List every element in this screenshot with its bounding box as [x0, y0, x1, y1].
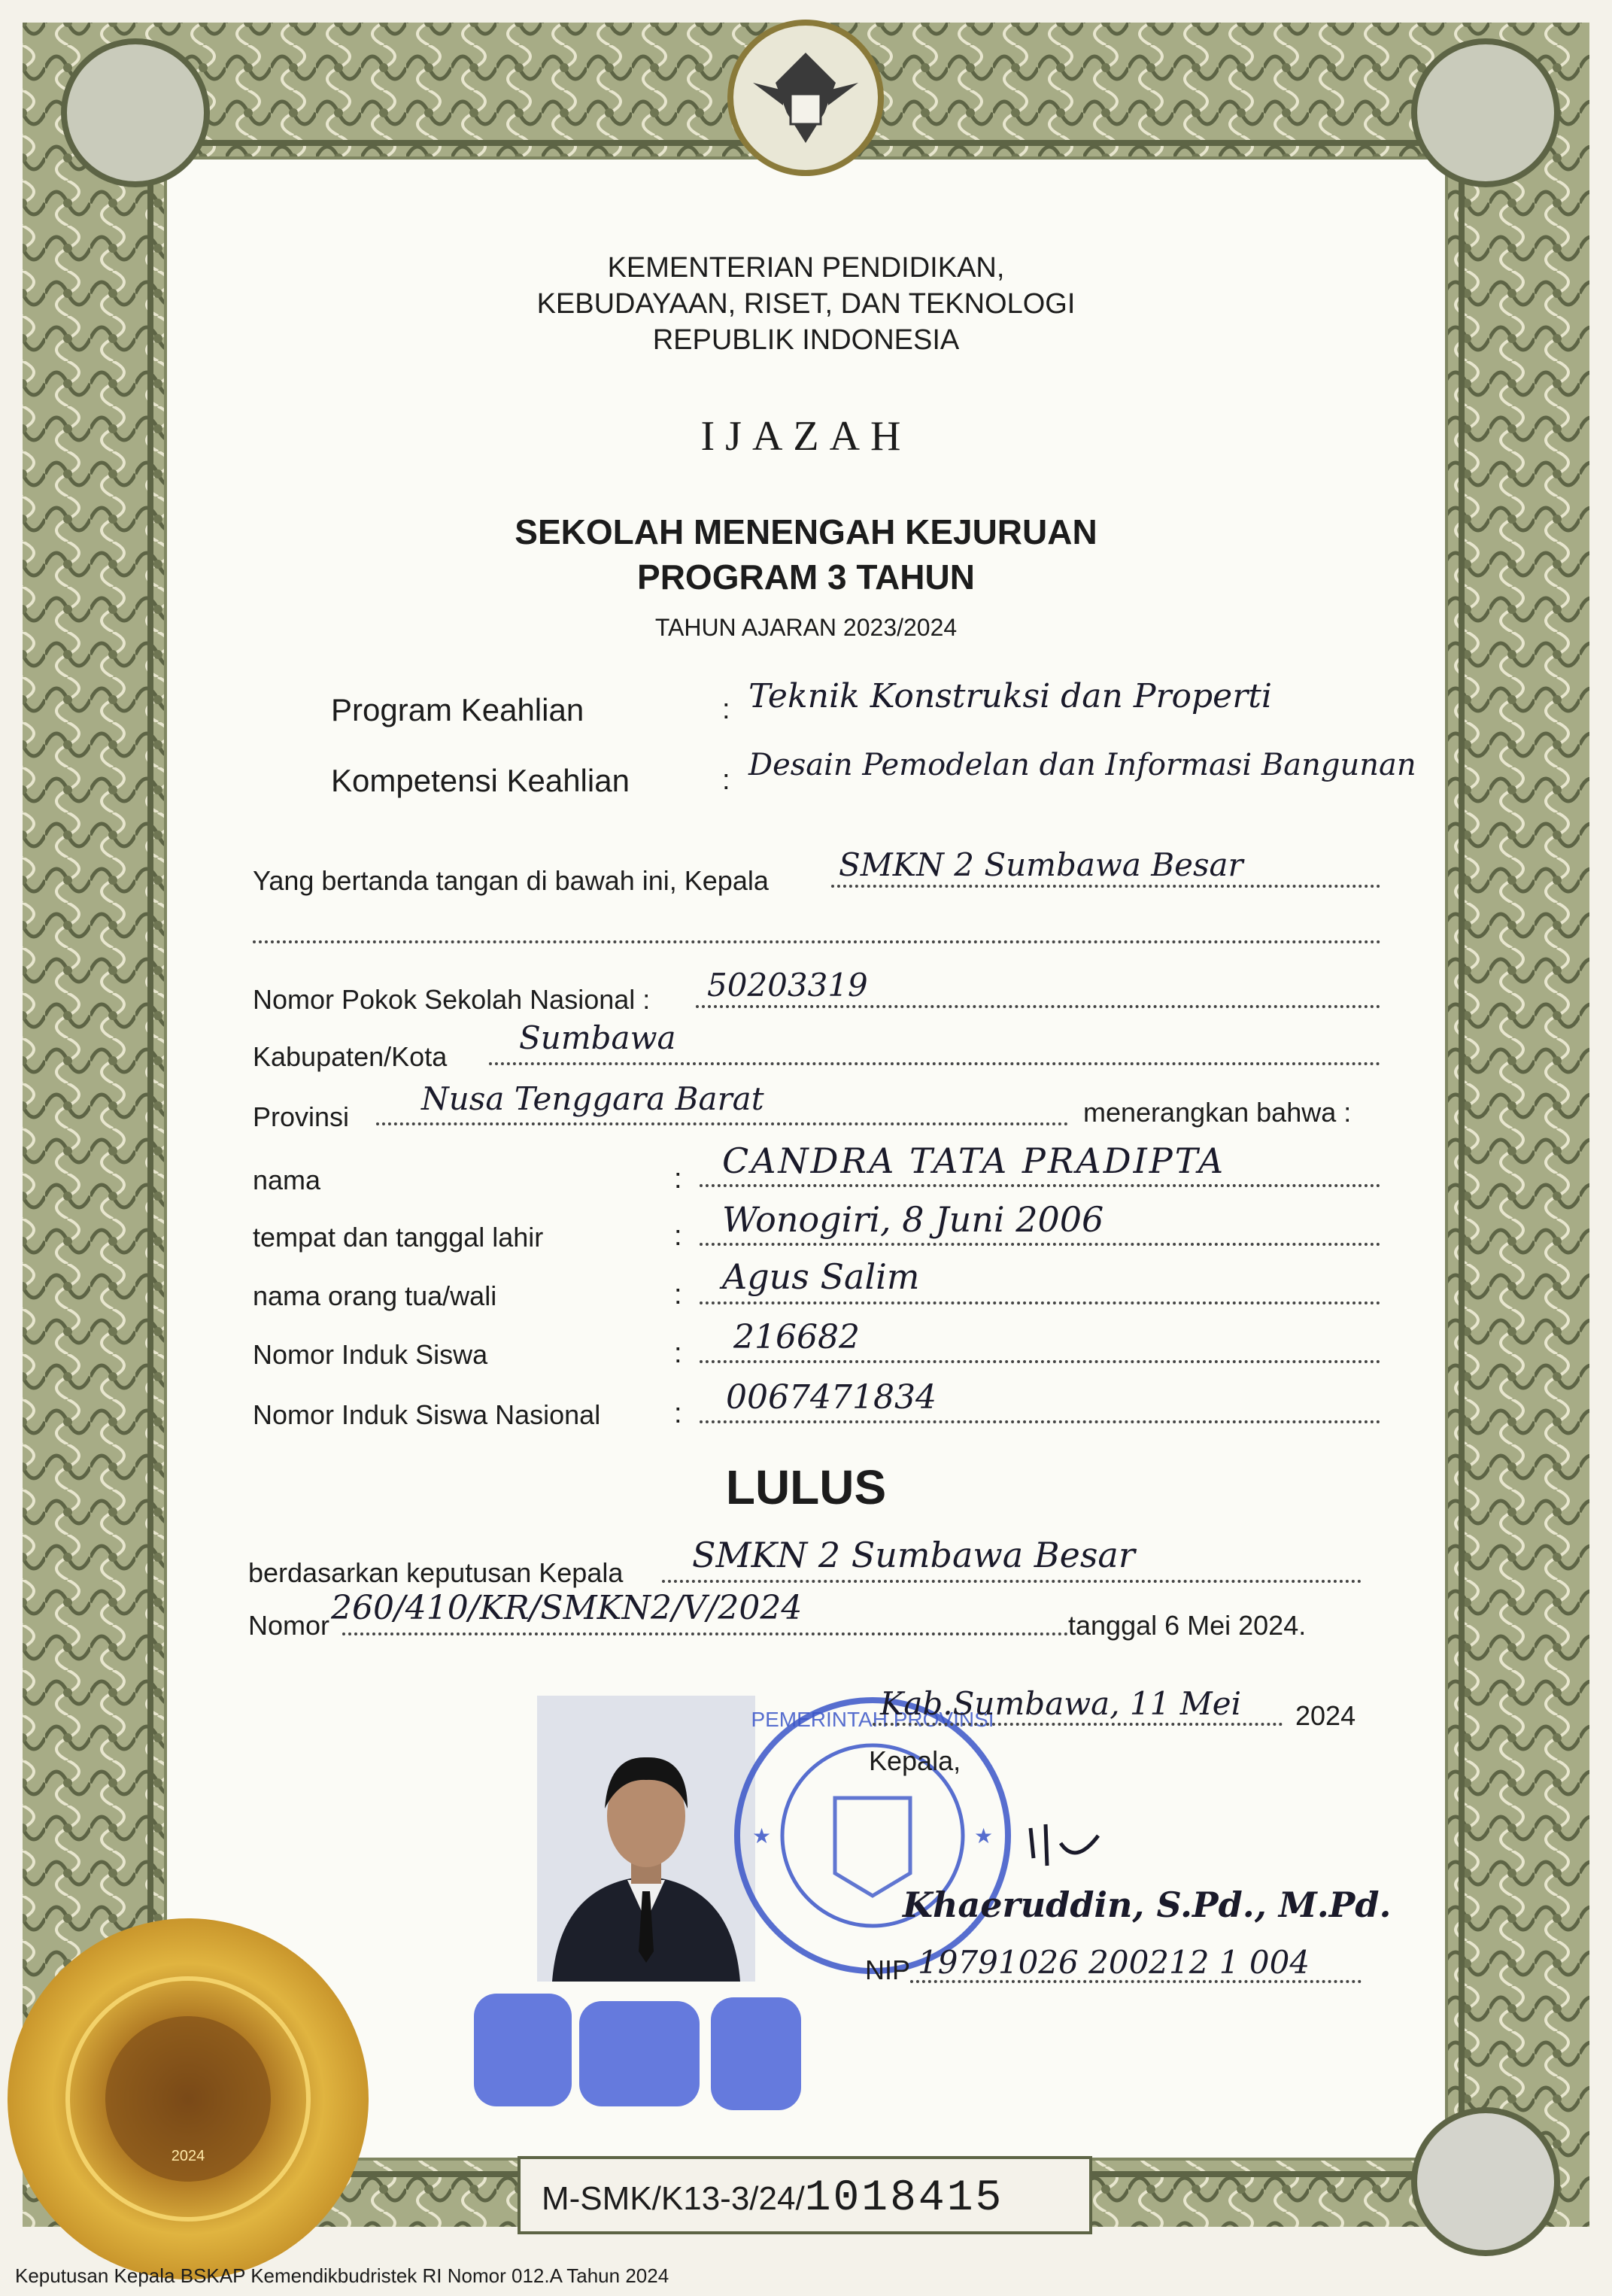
program-keahlian-value: Teknik Konstruksi dan Properti: [748, 677, 1272, 715]
signature: [1023, 1813, 1113, 1881]
provinsi-label: Provinsi: [253, 1101, 350, 1132]
svg-text:PEMERINTAH PROVINSI: PEMERINTAH PROVINSI: [751, 1708, 994, 1731]
dotted-line: [700, 1243, 1380, 1246]
colon: :: [674, 1398, 682, 1429]
svg-text:★: ★: [974, 1824, 994, 1848]
ministry-line-2: KEBUDAYAAN, RISET, DAN TEKNOLOGI: [536, 288, 1076, 320]
serial-number: [542, 2174, 1003, 2223]
dotted-line: [376, 1122, 1068, 1125]
birth-label: tempat dan tanggal lahir: [253, 1222, 544, 1253]
nomor-value: 260/410/KR/SMKN2/V/2024: [331, 1589, 803, 1627]
birth-value: Wonogiri, 8 Juni 2006: [722, 1199, 1104, 1240]
kabupaten-label: Kabupaten/Kota: [253, 1041, 448, 1072]
npsn-value: 50203319: [707, 967, 868, 1004]
signatory-school-value: SMKN 2 Sumbawa Besar: [839, 846, 1243, 883]
nis-value: 216682: [733, 1318, 860, 1356]
dotted-line: [253, 940, 1381, 943]
program-duration: PROGRAM 3 TAHUN: [637, 557, 975, 597]
dotted-line: [873, 1723, 1283, 1726]
svg-text:★: ★: [752, 1824, 772, 1848]
colon: :: [674, 1338, 682, 1369]
parent-value: Agus Salim: [722, 1256, 920, 1297]
kabupaten-value: Sumbawa: [519, 1019, 676, 1056]
menerangkan-label: menerangkan bahwa :: [1083, 1097, 1352, 1128]
colon: :: [722, 694, 730, 725]
document-title: IJAZAH: [700, 413, 912, 460]
dotted-line: [696, 1005, 1380, 1008]
colon: :: [674, 1220, 682, 1252]
npsn-label: Nomor Pokok Sekolah Nasional :: [253, 984, 651, 1015]
parent-label: nama orang tua/wali: [253, 1280, 497, 1311]
serial-prefix: M-SMK/K13-3/24/: [542, 2180, 805, 2217]
nisn-value: 0067471834: [726, 1378, 937, 1417]
footer-decree: Keputusan Kepala BSKAP Kemendikbudristek RI Nomor 012.A Tahun 2024: [15, 2264, 669, 2287]
place-date-value: Kab.Sumbawa, 11 Mei: [880, 1685, 1242, 1722]
nisn-label: Nomor Induk Siswa Nasional: [253, 1399, 601, 1430]
dotted-line: [662, 1580, 1362, 1583]
nomor-label: Nomor: [248, 1610, 330, 1641]
nip-value: 19791026 200212 1 004: [918, 1944, 1310, 1981]
serial-digits: 1018415: [804, 2174, 1004, 2223]
nis-label: Nomor Induk Siswa: [253, 1339, 488, 1370]
colon: :: [722, 764, 730, 796]
student-name-label: nama: [253, 1165, 321, 1195]
nomor-date: tanggal 6 Mei 2024.: [1068, 1610, 1307, 1641]
kompetensi-keahlian-label: Kompetensi Keahlian: [331, 763, 630, 798]
colon: :: [674, 1279, 682, 1310]
program-keahlian-label: Program Keahlian: [331, 692, 584, 727]
signatory-intro-label: Yang bertanda tangan di bawah ini, Kepala: [253, 865, 769, 896]
thumbprint: [711, 1997, 801, 2110]
place-date-year: 2024: [1295, 1700, 1356, 1731]
dotted-line: [489, 1062, 1380, 1065]
ministry-line-3: REPUBLIK INDONESIA: [652, 324, 960, 356]
dotted-line: [700, 1360, 1380, 1363]
seal-year: 2024: [171, 2148, 205, 2164]
provinsi-value: Nusa Tenggara Barat: [421, 1080, 764, 1117]
dotted-line: [831, 885, 1380, 888]
decision-label: berdasarkan keputusan Kepala: [248, 1557, 624, 1588]
kompetensi-keahlian-value: Desain Pemodelan dan Informasi Bangunan: [748, 748, 1416, 782]
dotted-line: [700, 1184, 1380, 1187]
school-type: SEKOLAH MENENGAH KEJURUAN: [515, 512, 1097, 551]
student-name-value: CANDRA TATA PRADIPTA: [722, 1140, 1226, 1181]
result-status: LULUS: [725, 1460, 887, 1514]
dotted-line: [342, 1632, 1068, 1635]
thumbprint: [579, 2001, 700, 2106]
dotted-line: [700, 1301, 1380, 1304]
dotted-line: [910, 1980, 1362, 1983]
thumbprint: [474, 1994, 572, 2106]
decision-value: SMKN 2 Sumbawa Besar: [692, 1535, 1135, 1575]
colon: :: [674, 1163, 682, 1195]
nip-label: NIP: [865, 1954, 911, 1985]
kepala-label: Kepala,: [869, 1745, 961, 1776]
ministry-line-1: KEMENTERIAN PENDIDIKAN,: [607, 252, 1005, 284]
dotted-line: [700, 1420, 1380, 1423]
signatory-name: Khaeruddin, S.Pd., M.Pd.: [903, 1884, 1392, 1925]
official-stamp: [722, 1685, 1023, 1986]
academic-year: TAHUN AJARAN 2023/2024: [654, 614, 958, 641]
